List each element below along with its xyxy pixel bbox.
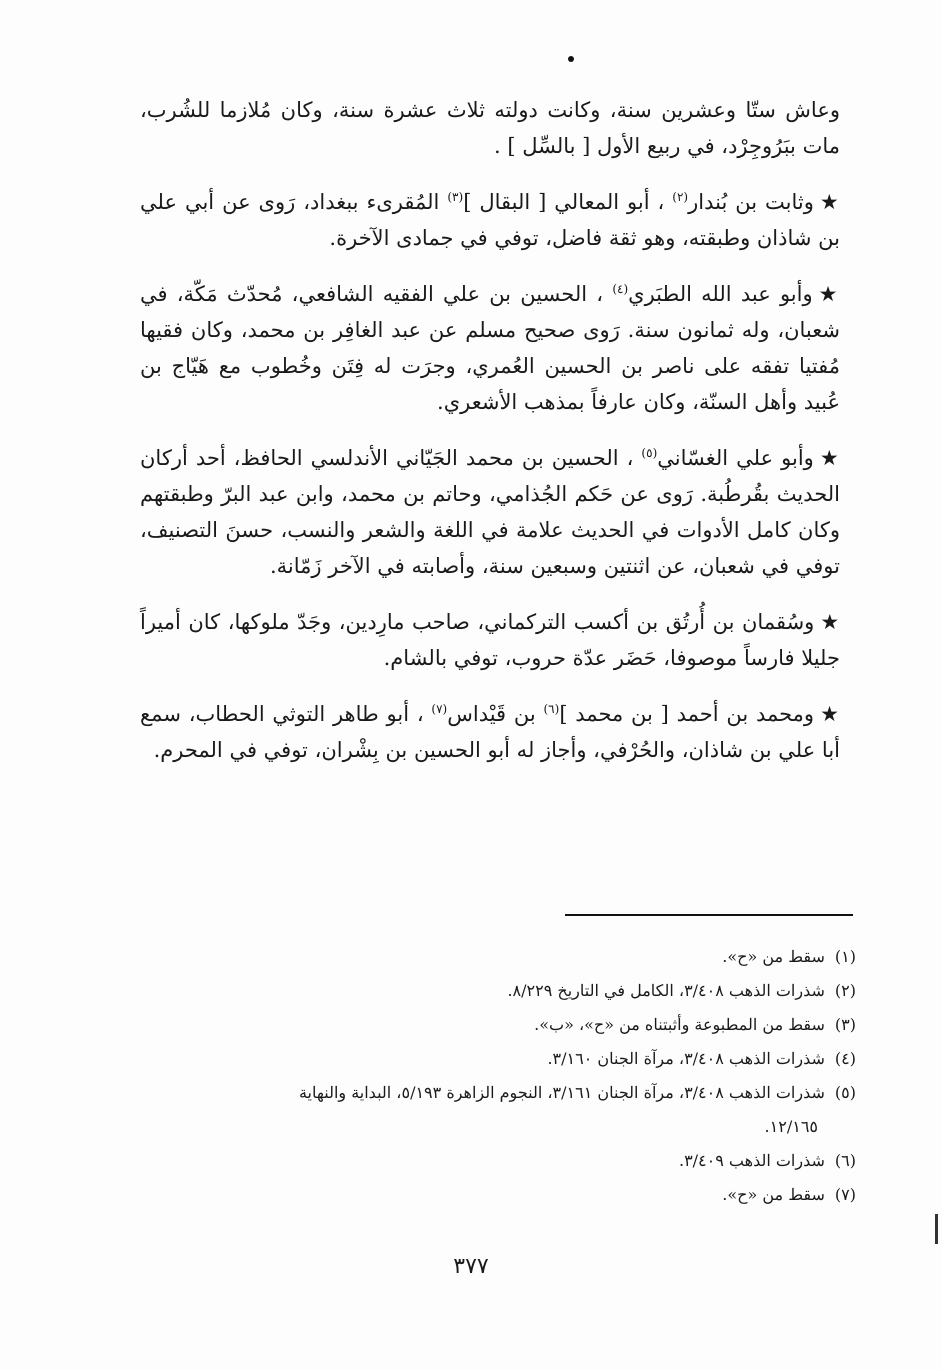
footnote-item	[150, 1144, 856, 1178]
footnote-number: (٤)	[834, 1049, 856, 1068]
footnote-divider	[565, 914, 853, 916]
footnote-ref: (٧)	[431, 702, 448, 716]
main-text	[140, 92, 840, 788]
footnote-number: (١)	[834, 947, 856, 966]
footnote-number: (٣)	[834, 1015, 856, 1034]
footnote-text: ١٢/١٦٥.	[764, 1117, 818, 1136]
footnotes	[150, 940, 856, 1212]
footnote-number: (٧)	[834, 1185, 856, 1204]
entry-text: وأبو علي الغسّاني	[657, 446, 814, 470]
footnote-text: سقط من «ح».	[722, 947, 825, 966]
entry-tabari	[140, 276, 840, 420]
footnote-ref: (٤)	[612, 282, 629, 296]
entry-text: ، أبو المعالي [ البقال ]	[463, 190, 665, 214]
entry-ghassani	[140, 440, 840, 584]
footnote-item	[150, 1008, 856, 1042]
star-icon: ★	[820, 702, 841, 726]
footnote-ref: (٢)	[672, 190, 689, 204]
star-icon: ★	[818, 282, 840, 306]
footnote-continuation	[150, 1110, 856, 1144]
entry-text: بن قَيْداس	[447, 702, 536, 726]
footnote-text: شذرات الذهب ٣/٤٠٨، مرآة الجنان ٣/١٦٠.	[547, 1049, 825, 1068]
footnote-text: شذرات الذهب ٣/٤٠٨، الكامل في التاريخ ٨/٢٢٩.	[507, 981, 825, 1000]
entry-text: ، أبو طاهر التوثي الحطاب، سمع أبا علي بن شاذان، والحُرْفي، وأجاز له أبو الحسين بن بِشْران، توفي في المحرم.	[140, 702, 840, 762]
entry-text: وسُقمان بن أُرتُق بن أكسب التركماني، صاحب مارِدين، وجَدّ ملوكها، كان أميراً جليلا فارساً موصوفا، حَضَر عدّة حروب، توفي بالشام.	[140, 610, 840, 670]
footnote-number: (٦)	[834, 1151, 856, 1170]
footnote-item	[150, 940, 856, 974]
footnote-text: شذرات الذهب ٣/٤٠٨، مرآة الجنان ٣/١٦١، النجوم الزاهرة ٥/١٩٣، البداية والنهاية	[298, 1083, 825, 1102]
footnote-ref: (٦)	[543, 702, 560, 716]
footnote-item	[150, 974, 856, 1008]
star-icon: ★	[819, 190, 840, 214]
entry-text: ، الحسين بن محمد الجَيّاني الأندلسي الحافظ، أحد أركان الحديث بقُرطُبة. رَوى عن حَكم الجُذامي، وحاتم بن محمد، وابن عبد البرّ وطبقتهم وكان كامل الأدوات في الحديث علامة في اللغة والشعر والنسب، حسنَ التصنيف، توفي في شعبان، عن اثنتين وسبعين سنة، وأصابته في الآخر زَمّانة.	[140, 446, 840, 578]
entry-text: ، الحسين بن علي الفقيه الشافعي، مُحدّث مَكّة، في شعبان، وله ثمانون سنة. رَوى صحيح مسلم عن عبد الغافِر بن محمد، وكان فقيها مُفتيا تفقه على ناصر بن الحسين العُمري، وجرَت له فِتَن وخُطوب مع هَيّاج بن عُبيد وأهل السنّة، وكان عارفاً بمذهب الأشعري.	[140, 282, 840, 414]
footnote-item	[150, 1178, 856, 1212]
entry-text: وأبو عبد الله الطبَري	[628, 282, 813, 306]
paragraph-text: وعاش ستّا وعشرين سنة، وكانت دولته ثلاث عشرة سنة، وكان مُلازما للشُرب، مات ببَرُوجِرْد، في ربيع الأول [ بالسِّل ] .	[140, 98, 840, 158]
footnote-text: شذرات الذهب ٣/٤٠٩.	[678, 1151, 825, 1170]
footnote-number: (٢)	[834, 981, 856, 1000]
footnote-text: سقط من المطبوعة وأثبتناه من «ح»، «ب».	[534, 1015, 825, 1034]
page-number: ٣٧٧	[453, 1254, 489, 1279]
entry-suqman	[140, 604, 840, 676]
footnote-ref: (٣)	[447, 190, 464, 204]
footnote-number: (٥)	[834, 1083, 856, 1102]
top-dot-mark	[568, 56, 574, 62]
entry-muhammad	[140, 696, 840, 768]
footnote-ref: (٥)	[641, 446, 658, 460]
footnote-item	[150, 1042, 856, 1076]
footnote-item	[150, 1076, 856, 1110]
star-icon: ★	[820, 610, 840, 634]
star-icon: ★	[819, 446, 840, 470]
footnote-text: سقط من «ح».	[722, 1185, 825, 1204]
entry-text: المُقرىء ببغداد، رَوى عن أبي علي بن شاذان وطبقته، وهو ثقة فاضل، توفي في جمادى الآخرة.	[140, 190, 840, 250]
entry-text: ومحمد بن أحمد [ بن محمد ]	[559, 702, 815, 726]
scan-edge-mark	[935, 1214, 938, 1244]
entry-thabit	[140, 184, 840, 256]
paragraph-continuation	[140, 92, 840, 164]
entry-text: وثابت بن بُندار	[688, 190, 814, 214]
